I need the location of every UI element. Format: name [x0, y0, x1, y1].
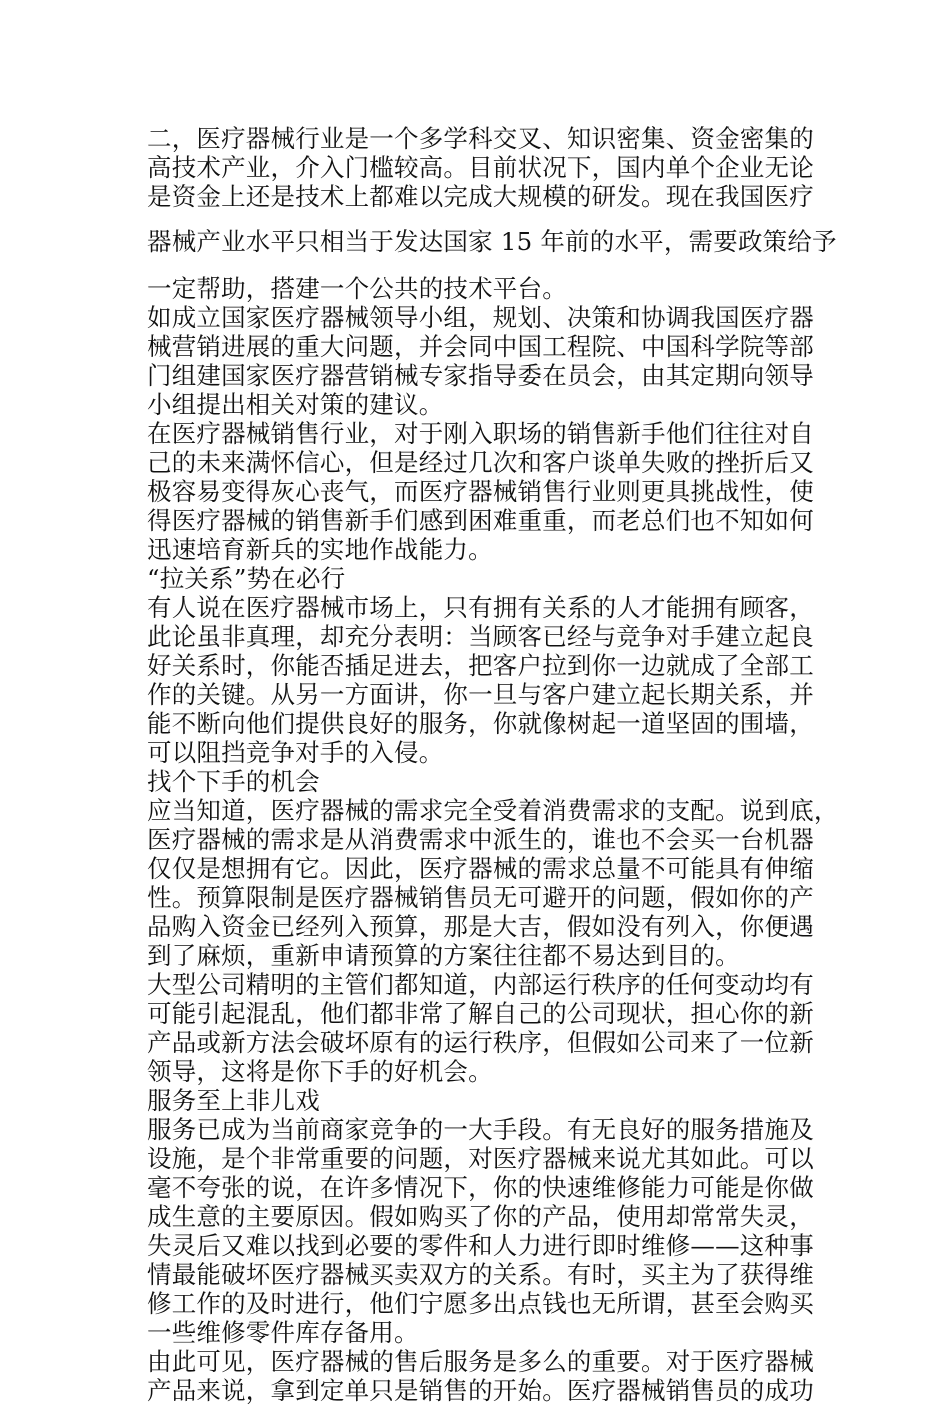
text-line: 情最能破坏医疗器械买卖双方的关系。有时，买主为了获得维: [147, 1260, 814, 1289]
text-line: 己的未来满怀信心，但是经过几次和客户谈单失败的挫折后又: [147, 448, 814, 477]
text-line: 一些维修零件库存备用。: [147, 1318, 419, 1347]
text-line: 服务已成为当前商家竞争的一大手段。有无良好的服务措施及: [147, 1115, 814, 1144]
document-body: [147, 124, 839, 1405]
text-line: 毫不夸张的说，在许多情况下，你的快速维修能力可能是你做: [147, 1173, 814, 1202]
text-line: 能不断向他们提供良好的服务，你就像树起一道坚固的围墙，: [147, 709, 814, 738]
text-line: 好关系时，你能否插足进去，把客户拉到你一边就成了全部工: [147, 651, 814, 680]
text-line: 二，医疗器械行业是一个多学科交叉、知识密集、资金密集的: [147, 124, 814, 153]
text-line: 品购入资金已经列入预算，那是大吉，假如没有列入，你便遇: [147, 912, 814, 941]
text-line: 成生意的主要原因。假如购买了你的产品，使用却常常失灵，: [147, 1202, 814, 1231]
text-line: 仅仅是想拥有它。因此，医疗器械的需求总量不可能具有伸缩: [147, 854, 814, 883]
text-line: 是资金上还是技术上都难以完成大规模的研发。现在我国医疗: [147, 182, 814, 211]
text-line: 产品或新方法会破坏原有的运行秩序，但假如公司来了一位新: [147, 1028, 814, 1057]
section-heading: 找个下手的机会: [147, 767, 320, 796]
text-line: 有人说在医疗器械市场上，只有拥有关系的人才能拥有顾客，: [147, 593, 814, 622]
text-line: 失灵后又难以找到必要的零件和人力进行即时维修——这种事: [147, 1231, 814, 1260]
text-line: 性。预算限制是医疗器械销售员无可避开的问题，假如你的产: [147, 883, 814, 912]
text-line: 产品来说，拿到定单只是销售的开始。医疗器械销售员的成功: [147, 1376, 814, 1405]
text-line: 领导，这将是你下手的好机会。: [147, 1057, 493, 1086]
text-line: 高技术产业，介入门槛较高。目前状况下，国内单个企业无论: [147, 153, 814, 182]
text-line: 在医疗器械销售行业，对于刚入职场的销售新手他们往往对自: [147, 419, 814, 448]
text-line: 门组建国家医疗器营销械专家指导委在员会，由其定期向领导: [147, 361, 814, 390]
text-line: 一定帮助，搭建一个公共的技术平台。: [147, 274, 567, 303]
text-line: 到了麻烦，重新申请预算的方案往往都不易达到目的。: [147, 941, 740, 970]
text-line: 此论虽非真理，却充分表明：当顾客已经与竞争对手建立起良: [147, 622, 814, 651]
section-heading: 服务至上非儿戏: [147, 1086, 320, 1115]
text-line: 器械产业水平只相当于发达国家 15 年前的水平，需要政策给予: [147, 227, 837, 256]
text-line: 得医疗器械的销售新手们感到困难重重，而老总们也不知如何: [147, 506, 814, 535]
text-line: 可能引起混乱，他们都非常了解自己的公司现状，担心你的新: [147, 999, 814, 1028]
text-line: 修工作的及时进行，他们宁愿多出点钱也无所谓，甚至会购买: [147, 1289, 814, 1318]
text-line: 设施，是个非常重要的问题，对医疗器械来说尤其如此。可以: [147, 1144, 814, 1173]
text-line: 极容易变得灰心丧气，而医疗器械销售行业则更具挑战性，使: [147, 477, 814, 506]
section-heading: “拉关系”势在必行: [147, 564, 346, 593]
text-line: 大型公司精明的主管们都知道，内部运行秩序的任何变动均有: [147, 970, 814, 999]
text-line: 医疗器械的需求是从消费需求中派生的，谁也不会买一台机器: [147, 825, 814, 854]
text-line: 械营销进展的重大问题，并会同中国工程院、中国科学院等部: [147, 332, 814, 361]
text-line: 如成立国家医疗器械领导小组，规划、决策和协调我国医疗器: [147, 303, 814, 332]
text-line: 作的关键。从另一方面讲，你一旦与客户建立起长期关系，并: [147, 680, 814, 709]
text-line: 由此可见，医疗器械的售后服务是多么的重要。对于医疗器械: [147, 1347, 814, 1376]
text-line: 小组提出相关对策的建议。: [147, 390, 444, 419]
text-line: 应当知道，医疗器械的需求完全受着消费需求的支配。说到底，: [147, 796, 839, 825]
text-line: 迅速培育新兵的实地作战能力。: [147, 535, 493, 564]
text-line: 可以阻挡竞争对手的入侵。: [147, 738, 444, 767]
